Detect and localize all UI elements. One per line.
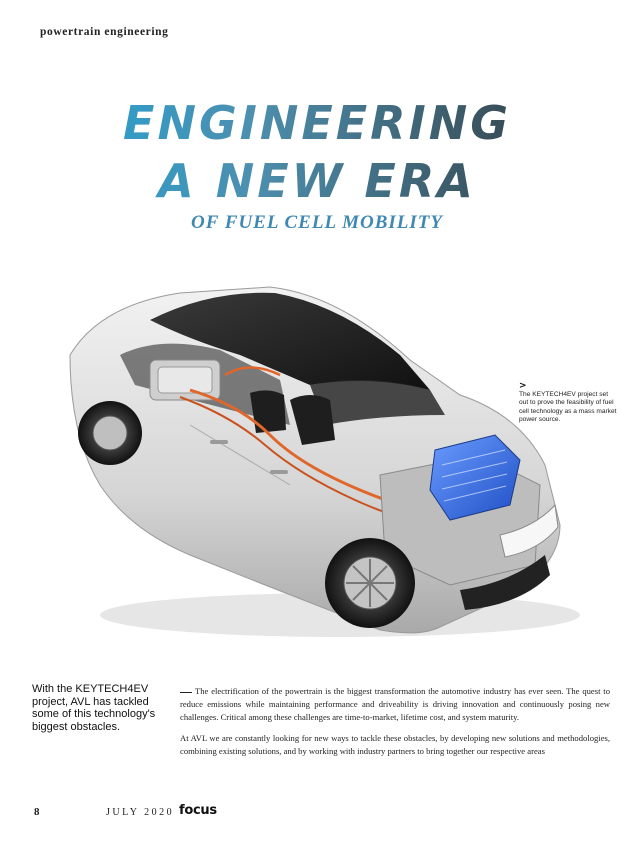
page-number: 8	[34, 806, 40, 818]
body-paragraph-2: At AVL we are constantly looking for new ways to tackle these obstacles, by developing new solutions and methodologies, combining existing solutions, and by working with industry partners to bring together our respective areas	[180, 733, 610, 757]
image-caption: The KEYTECH4EV project set out to prove the feasibility of fuel cell technology as a mass market power source.	[519, 391, 617, 424]
body-paragraph-1: The electrification of the powertrain is the biggest transformation the automotive industry has ever seen. The quest to reduce emissions while maintaining performance and driveability is driving innovation and continuously posing new challenges. Critical among these challenges are time-to-market, lifetime cost, and system maturity.	[180, 686, 610, 722]
issue-date: JULY 2020	[106, 807, 175, 818]
lead-dash	[180, 692, 192, 693]
headline-line-1: ENGINEERING	[0, 100, 634, 146]
subheadline: OF FUEL CELL MOBILITY	[190, 212, 443, 233]
car-illustration	[40, 265, 580, 660]
publication-logo: focus	[179, 803, 217, 818]
headline-line-2: A NEW ERA	[0, 158, 634, 204]
section-label: powertrain engineering	[40, 26, 169, 38]
pull-quote: With the KEYTECH4EV project, AVL has tackled some of this technology's biggest obstacles.	[32, 683, 156, 733]
body-text	[180, 685, 610, 767]
caption-arrow: >	[519, 381, 527, 391]
